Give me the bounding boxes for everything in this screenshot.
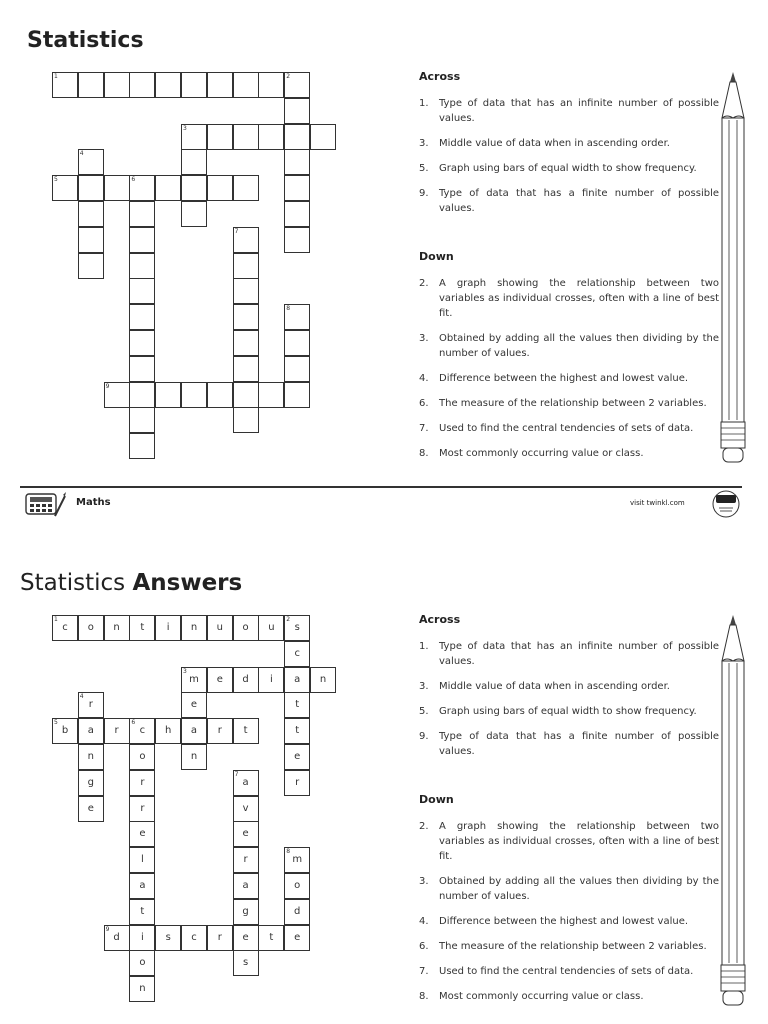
clue-number-label: 9 [105, 925, 110, 933]
crossword-cell [258, 925, 284, 951]
crossword-cell [181, 667, 207, 693]
across-heading: Across [419, 613, 461, 626]
crossword-cell [207, 615, 233, 641]
down-clue [419, 276, 719, 321]
clue-number: 7. [419, 966, 429, 977]
clue-number: 4. [419, 916, 429, 927]
clue-text: Used to find the central tendencies of sets of data. [439, 966, 694, 977]
answer-letter: i [270, 673, 273, 685]
crossword-cell [52, 615, 78, 641]
maths-calculator-icon [25, 490, 67, 518]
down-clue [419, 874, 719, 904]
crossword-cell [78, 744, 104, 770]
crossword-cell [233, 925, 259, 951]
crossword-cell [129, 847, 155, 873]
answer-letter: a [294, 673, 301, 685]
crossword-cell [233, 770, 259, 796]
answers-clues-panel [419, 613, 719, 1014]
crossword-cell [129, 925, 155, 951]
crossword-cell [207, 667, 233, 693]
crossword-cell [129, 615, 155, 641]
across-clue-list [419, 639, 719, 759]
down-clue-list [419, 819, 719, 1004]
clue-number-label: 4 [79, 693, 84, 701]
crossword-cell [78, 718, 104, 744]
down-clue [419, 331, 719, 361]
answer-letter: r [88, 699, 93, 711]
answer-letter: e [190, 699, 198, 711]
answer-letter: o [294, 880, 301, 891]
answer-letter: s [294, 622, 300, 633]
down-clue [419, 939, 719, 954]
pencil-icon [716, 70, 750, 464]
clue-number: 1. [419, 641, 429, 652]
clue-number: 3. [419, 681, 429, 692]
answer-letter: t [269, 931, 274, 943]
answer-letter: t [140, 905, 145, 917]
page-title: Statistics [27, 28, 144, 53]
crossword-cell [284, 873, 310, 899]
answer-letter: n [319, 673, 327, 685]
answer-letter: r [140, 776, 145, 788]
crossword-cell [284, 615, 310, 641]
answer-letter: n [190, 622, 198, 633]
answer-letter: t [295, 699, 300, 711]
across-clue [419, 96, 719, 126]
crossword-cell [233, 873, 259, 899]
clue-text: Middle value of data when in ascending order. [439, 681, 670, 692]
clues-panel [419, 70, 719, 471]
clue-text: Most commonly occurring value or class. [439, 448, 644, 459]
answer-letter: o [139, 751, 146, 762]
answer-letter: n [87, 751, 94, 762]
clue-number-label: 3 [183, 124, 187, 132]
down-clue [419, 446, 719, 461]
clue-number: 8. [419, 991, 429, 1002]
clue-text: Used to find the central tendencies of sets of data. [439, 423, 694, 434]
answer-letter: s [165, 931, 171, 943]
crossword-cell [233, 821, 259, 847]
clue-number: 3. [419, 138, 429, 149]
across-clue [419, 729, 719, 759]
clue-text: A graph showing the relationship between two variables as individual crosses, often with a line of best fit. [439, 278, 719, 319]
crossword-cell [284, 641, 310, 667]
crossword-cell [129, 899, 155, 925]
clue-text: Graph using bars of equal width to show frequency. [439, 163, 697, 174]
clue-number: 4. [419, 373, 429, 384]
answer-letter: l [141, 854, 144, 866]
clue-number-label: 5 [54, 176, 58, 184]
answer-letter: u [216, 622, 223, 633]
crossword-cell [258, 667, 284, 693]
clue-number: 1. [419, 98, 429, 109]
crossword-cell [233, 847, 259, 873]
answer-letter: n [190, 751, 198, 762]
clue-text: The measure of the relationship between 2 variables. [439, 398, 707, 409]
crossword-cell [207, 925, 233, 951]
answer-letter: i [141, 931, 144, 943]
answer-letter: c [139, 725, 146, 737]
answer-letter: e [242, 828, 249, 840]
answer-letter: n [139, 983, 146, 995]
clue-number-label: 3 [183, 667, 187, 675]
down-clue [419, 421, 719, 436]
crossword-cell [155, 615, 181, 641]
down-heading: Down [419, 250, 454, 263]
crossword-cell [129, 796, 155, 822]
across-clue [419, 639, 719, 669]
down-clue [419, 396, 719, 411]
crossword-cell [207, 718, 233, 744]
clue-number: 9. [419, 188, 429, 199]
answer-letter: v [242, 802, 249, 814]
answers-title-bold: Answers [132, 570, 243, 596]
answer-letter: e [216, 673, 223, 685]
clue-text: Type of data that has an infinite number of possible values. [439, 641, 719, 667]
clue-number-label: 5 [54, 719, 58, 727]
down-clue-list [419, 276, 719, 461]
clue-number: 2. [419, 278, 429, 289]
clue-number: 3. [419, 333, 429, 344]
crossword-cell [104, 925, 130, 951]
answer-letter: e [139, 828, 146, 840]
clue-text: Difference between the highest and lowest value. [439, 373, 689, 384]
pencil-icon [716, 613, 750, 1007]
answer-letter: a [242, 880, 249, 891]
clue-text: Type of data that has a finite number of possible values. [439, 188, 719, 214]
across-clue [419, 136, 719, 151]
answer-letter: s [242, 957, 249, 969]
clue-number-label: 1 [54, 616, 58, 623]
crossword-cell [129, 873, 155, 899]
clue-number: 8. [419, 448, 429, 459]
crossword-cell [284, 692, 310, 718]
crossword-cell [129, 718, 155, 744]
answer-letter: c [62, 622, 68, 633]
across-clue [419, 704, 719, 719]
down-clue [419, 914, 719, 929]
clue-number-label: 8 [286, 305, 291, 313]
clue-text: Middle value of data when in ascending order. [439, 138, 670, 149]
answer-letter: a [87, 725, 94, 737]
answer-letter: t [243, 725, 248, 737]
answer-letter: t [140, 622, 145, 633]
down-clue [419, 819, 719, 864]
answer-letter: o [87, 622, 94, 633]
down-clue [419, 964, 719, 979]
across-clue [419, 186, 719, 216]
crossword-cell [310, 667, 336, 693]
answer-letter: u [268, 622, 275, 633]
answer-letter: e [294, 931, 301, 943]
clue-text: Difference between the highest and lowest value. [439, 916, 689, 927]
crossword-cell [52, 718, 78, 744]
crossword-cell [233, 899, 259, 925]
answer-letter: c [191, 931, 197, 943]
clue-text: A graph showing the relationship between two variables as individual crosses, often with a line of best fit. [439, 821, 719, 862]
crossword-cell [284, 847, 310, 873]
crossword-cell [284, 770, 310, 796]
crossword-cell [258, 615, 284, 641]
crossword-cell [155, 925, 181, 951]
answer-letter: d [242, 673, 249, 685]
crossword-cell [284, 667, 310, 693]
answer-letter: e [87, 802, 94, 814]
clue-number: 5. [419, 163, 429, 174]
crossword-cell [129, 744, 155, 770]
crossword-cell [284, 925, 310, 951]
crossword-cell [181, 744, 207, 770]
crossword-cell [155, 718, 181, 744]
answer-letter: r [140, 802, 145, 814]
clue-number: 5. [419, 706, 429, 717]
clue-number-label: 7 [234, 227, 239, 235]
answer-letter: r [114, 725, 119, 737]
crossword-cell [181, 718, 207, 744]
across-clue [419, 679, 719, 694]
footer-subject: Maths [76, 497, 111, 508]
answer-letter: r [217, 931, 222, 943]
clue-text: Type of data that has a finite number of possible values. [439, 731, 719, 757]
clue-number-label: 6 [131, 176, 136, 184]
answer-letter: a [139, 880, 146, 891]
clue-text: Obtained by adding all the values then dividing by the number of values. [439, 333, 719, 359]
clue-number-label: 7 [234, 770, 239, 778]
clue-text: Obtained by adding all the values then dividing by the number of values. [439, 876, 719, 902]
answer-letter: d [113, 931, 120, 943]
across-heading: Across [419, 70, 461, 83]
crossword-cell [181, 925, 207, 951]
clue-number: 6. [419, 398, 429, 409]
crossword-cell [78, 615, 104, 641]
clue-number: 2. [419, 821, 429, 832]
clue-number-label: 4 [79, 150, 84, 158]
answer-letter: r [295, 776, 300, 788]
answer-letter: e [294, 751, 301, 762]
clue-number-label: 6 [131, 719, 136, 727]
crossword-cell [233, 950, 259, 976]
crossword-cell [78, 796, 104, 822]
clue-number-label: 9 [105, 382, 110, 390]
clue-text: The measure of the relationship between 2 variables. [439, 941, 707, 952]
answer-letter: m [189, 673, 199, 685]
answer-letter: g [87, 776, 94, 788]
clue-number-label: 2 [286, 73, 291, 80]
crossword-cell [233, 615, 259, 641]
answer-letter: a [242, 776, 249, 788]
across-clue-list [419, 96, 719, 216]
answer-letter: b [61, 725, 69, 737]
answer-letter: m [292, 854, 303, 866]
crossword-cell [129, 950, 155, 976]
clue-number: 7. [419, 423, 429, 434]
clue-number-label: 8 [286, 848, 291, 856]
down-clue [419, 371, 719, 386]
answer-letter: h [165, 725, 172, 737]
footer-visit-link[interactable]: visit twinkl.com [630, 499, 685, 507]
crossword-cell [129, 976, 155, 1002]
clue-text: Type of data that has an infinite number of possible values. [439, 98, 719, 124]
answer-letter: d [294, 905, 301, 917]
twinkl-quality-badge-icon [712, 489, 740, 519]
answer-letter: i [166, 622, 170, 633]
clue-number: 3. [419, 876, 429, 887]
clue-number-label: 1 [54, 73, 58, 80]
answer-letter: o [242, 622, 249, 633]
answer-letter: r [243, 854, 248, 866]
crossword-cell [284, 744, 310, 770]
clue-number-label: 2 [286, 616, 291, 623]
crossword-cell [129, 821, 155, 847]
answer-letter: a [190, 725, 198, 737]
answer-letter: e [242, 931, 249, 943]
answer-letter: r [217, 725, 222, 737]
down-heading: Down [419, 793, 454, 806]
across-clue [419, 161, 719, 176]
crossword-cell [284, 718, 310, 744]
crossword-cell [181, 692, 207, 718]
footer-divider [20, 486, 742, 488]
crossword-cell [104, 718, 130, 744]
crossword-cell [78, 770, 104, 796]
down-clue [419, 989, 719, 1004]
crossword-cell [284, 899, 310, 925]
clue-text: Most commonly occurring value or class. [439, 991, 644, 1002]
answers-title-plain: Statistics [20, 570, 126, 596]
crossword-cell [78, 692, 104, 718]
crossword-cell [233, 718, 259, 744]
crossword-cell [181, 615, 207, 641]
crossword-cell [233, 796, 259, 822]
answer-letter: c [294, 647, 300, 659]
clue-text: Graph using bars of equal width to show frequency. [439, 706, 697, 717]
answer-letter: o [139, 957, 146, 969]
crossword-cell [233, 667, 259, 693]
clue-number: 9. [419, 731, 429, 742]
answer-letter: g [242, 905, 249, 917]
crossword-cell [129, 770, 155, 796]
clue-number: 6. [419, 941, 429, 952]
crossword-cell [104, 615, 130, 641]
answer-letter: n [113, 622, 120, 633]
answer-letter: t [295, 725, 300, 737]
